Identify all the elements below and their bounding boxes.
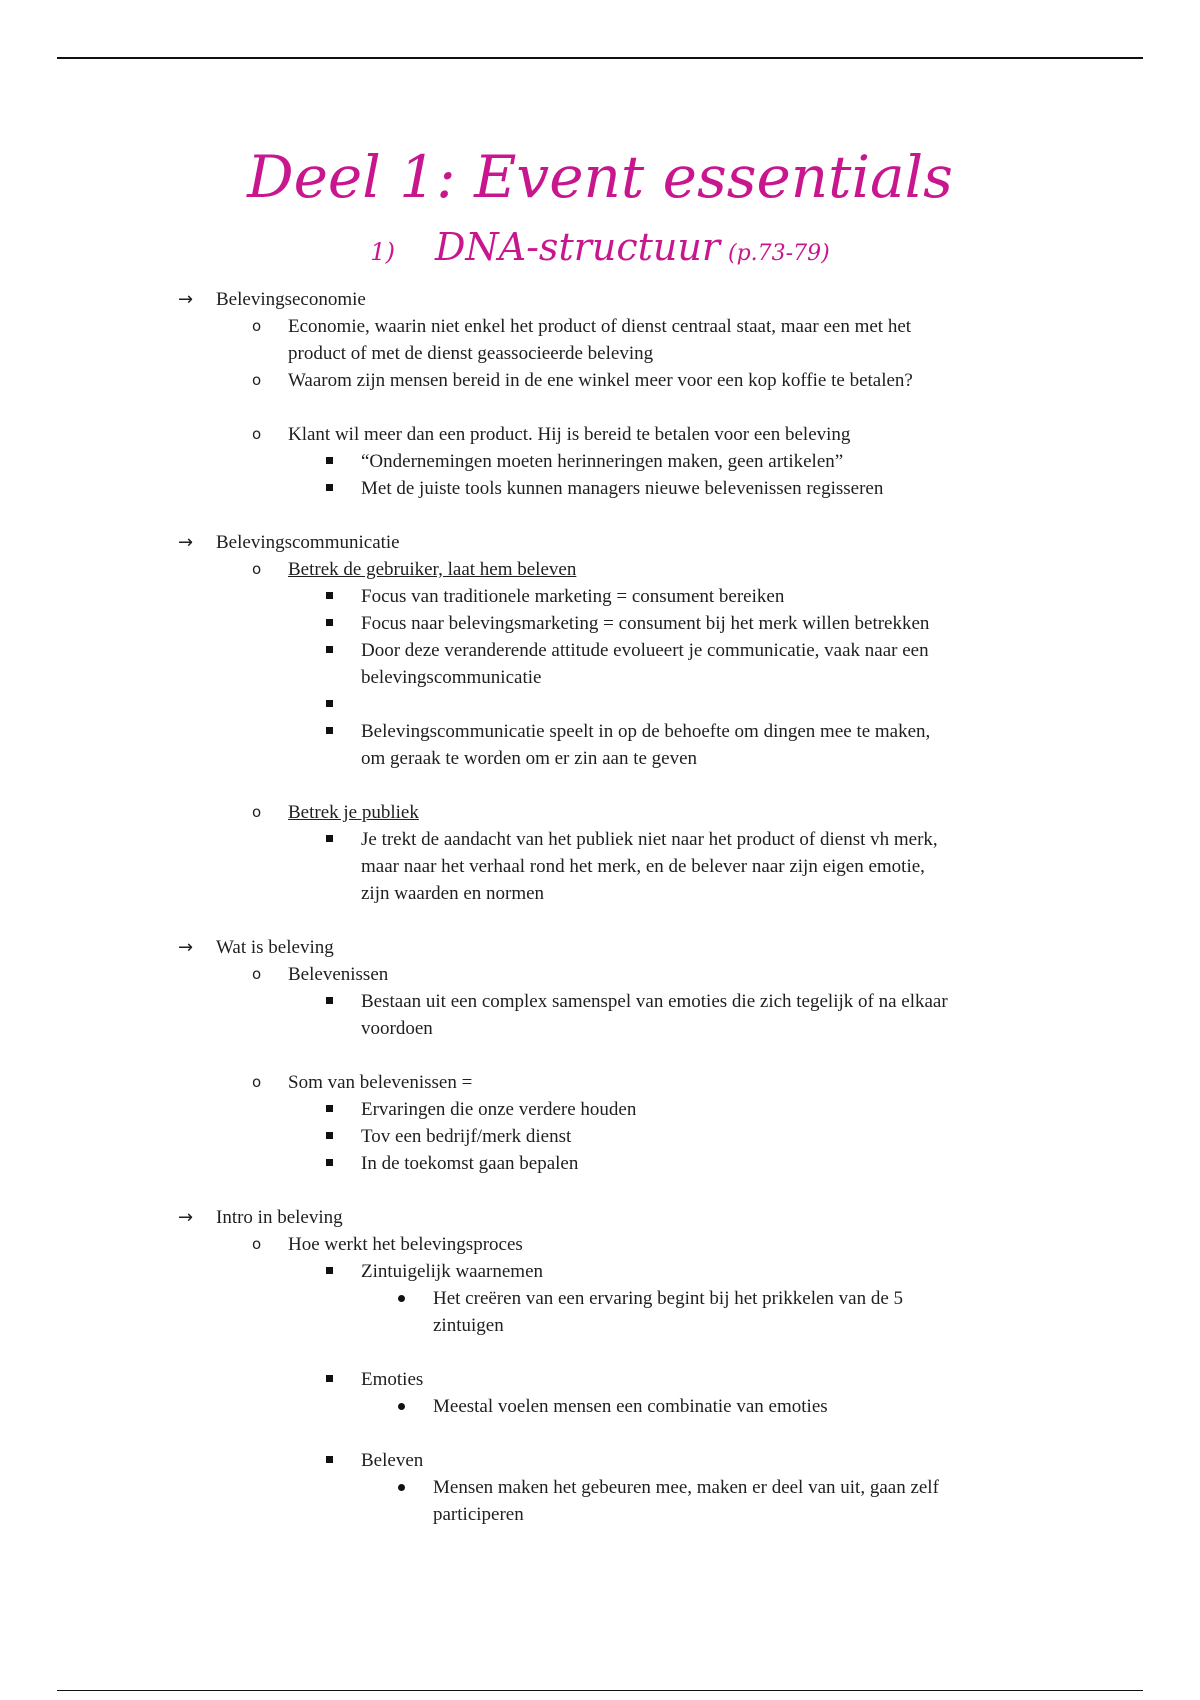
list-item-text: Belevingseconomie [216,289,366,310]
list-item [0,367,1200,394]
list-item-text: Economie, waarin niet enkel het product of dienst centraal staat, maar een met het [288,316,912,337]
list-item [0,1447,1200,1474]
list-item-text: Zintuigelijk waarnemen [361,1261,544,1282]
empty-list-item [0,691,1200,718]
list-item-text: zintuigen [433,1315,504,1336]
list-item-text: Intro in beleving [216,1207,343,1228]
list-item-text: Mensen maken het gebeuren mee, maken er deel van uit, gaan zelf [433,1477,939,1498]
square-bullet-icon [326,1456,333,1463]
list-item [0,475,1200,502]
list-item [0,583,1200,610]
list-item-text: Beleven [361,1450,424,1471]
heading-belevingseconomie [0,286,1200,313]
list-item [0,826,1200,853]
list-item-text: voordoen [361,1018,433,1039]
circle-bullet-icon: o [252,803,262,821]
list-item [0,1366,1200,1393]
list-item-text: Wat is beleving [216,937,334,958]
circle-bullet-icon: o [252,1073,262,1091]
subtitle-pages: (p.73-79) [728,241,830,266]
list-item-text: Focus van traditionele marketing = consument bereiken [361,586,785,607]
section-subtitle [0,225,1200,269]
list-item-text: Het creëren van een ervaring begint bij het prikkelen van de 5 [433,1288,904,1309]
list-item [0,1123,1200,1150]
list-item-text: Bestaan uit een complex samenspel van emoties die zich tegelijk of na elkaar [361,991,948,1012]
circle-bullet-icon: o [252,560,262,578]
list-item [0,1231,1200,1258]
list-item-text: Je trekt de aandacht van het publiek niet naar het product of dienst vh merk, [361,829,938,850]
round-bullet-icon [398,1484,405,1491]
list-item-continued [0,880,1200,907]
list-item [0,799,1200,826]
list-item-text: zijn waarden en normen [361,883,545,904]
square-bullet-icon [326,1375,333,1382]
list-item-continued [0,1501,1200,1528]
list-item [0,988,1200,1015]
list-item-continued [0,1312,1200,1339]
heading-belevingscommunicatie [0,529,1200,556]
list-item-text: Klant wil meer dan een product. Hij is bereid te betalen voor een beleving [288,424,851,445]
square-bullet-icon [326,484,333,491]
circle-bullet-icon: o [252,371,262,389]
list-item [0,421,1200,448]
list-item [0,961,1200,988]
list-item-text: Ervaringen die onze verdere houden [361,1099,637,1120]
list-item-text: Hoe werkt het belevingsproces [288,1234,523,1255]
square-bullet-icon [326,1132,333,1139]
list-item-text: Focus naar belevingsmarketing = consument bij het merk willen betrekken [361,613,930,634]
heading-intro-in-beleving [0,1204,1200,1231]
top-rule [57,57,1143,59]
arrow-icon: → [178,937,194,958]
list-item-continued [0,1015,1200,1042]
list-item-text: Door deze veranderende attitude evolueert je communicatie, vaak naar een [361,640,929,661]
square-bullet-icon [326,1159,333,1166]
square-bullet-icon [326,646,333,653]
square-bullet-icon [326,592,333,599]
list-item-text: Som van belevenissen = [288,1072,473,1093]
circle-bullet-icon: o [252,425,262,443]
list-item-text: product of met de dienst geassocieerde beleving [288,343,654,364]
list-item-text: maar naar het verhaal rond het merk, en de belever naar zijn eigen emotie, [361,856,925,877]
list-item-text: Meestal voelen mensen een combinatie van emoties [433,1396,828,1417]
list-item [0,1096,1200,1123]
square-bullet-icon [326,619,333,626]
square-bullet-icon [326,835,333,842]
list-item-text: Waarom zijn mensen bereid in de ene winkel meer voor een kop koffie te betalen? [288,370,913,391]
square-bullet-icon [326,457,333,464]
arrow-icon: → [178,532,194,553]
list-item-text: Belevenissen [288,964,389,985]
bottom-rule [57,1690,1143,1691]
list-item-text: Tov een bedrijf/merk dienst [361,1126,572,1147]
square-bullet-icon [326,1267,333,1274]
list-item [0,1393,1200,1420]
round-bullet-icon [398,1403,405,1410]
list-item-text: Betrek de gebruiker, laat hem beleven [288,559,577,580]
list-item-text: Belevingscommunicatie speelt in op de behoefte om dingen mee te maken, [361,721,931,742]
subtitle-number: 1) [370,238,395,266]
list-item-continued [0,745,1200,772]
list-item-text: “Ondernemingen moeten herinneringen maken, geen artikelen” [361,451,844,472]
heading-wat-is-beleving [0,934,1200,961]
list-item [0,1285,1200,1312]
list-item-continued [0,340,1200,367]
document-body [0,286,1200,1528]
square-bullet-icon [326,1105,333,1112]
list-item-continued [0,853,1200,880]
list-item-continued [0,664,1200,691]
list-item-text: Met de juiste tools kunnen managers nieuwe belevenissen regisseren [361,478,884,499]
list-item-text: In de toekomst gaan bepalen [361,1153,579,1174]
list-item-text: om geraak te worden om er zin aan te geven [361,748,698,769]
list-item [0,1258,1200,1285]
square-bullet-icon [326,727,333,734]
list-item-text: Betrek je publiek [288,802,419,823]
circle-bullet-icon: o [252,1235,262,1253]
list-item [0,556,1200,583]
circle-bullet-icon: o [252,965,262,983]
list-item-text: Emoties [361,1369,424,1390]
list-item [0,718,1200,745]
square-bullet-icon [326,700,333,707]
square-bullet-icon [326,997,333,1004]
round-bullet-icon [398,1295,405,1302]
list-item-text: belevingscommunicatie [361,667,542,688]
arrow-icon: → [178,289,194,310]
list-item [0,1474,1200,1501]
list-item [0,610,1200,637]
list-item [0,313,1200,340]
page-title: Deel 1: Event essentials [247,143,953,211]
list-item-text: Belevingscommunicatie [216,532,400,553]
list-item-text: participeren [433,1504,524,1525]
list-item [0,1069,1200,1096]
list-item [0,637,1200,664]
subtitle-text: DNA-structuur [434,225,721,269]
list-item [0,1150,1200,1177]
list-item [0,448,1200,475]
circle-bullet-icon: o [252,317,262,335]
arrow-icon: → [178,1207,194,1228]
